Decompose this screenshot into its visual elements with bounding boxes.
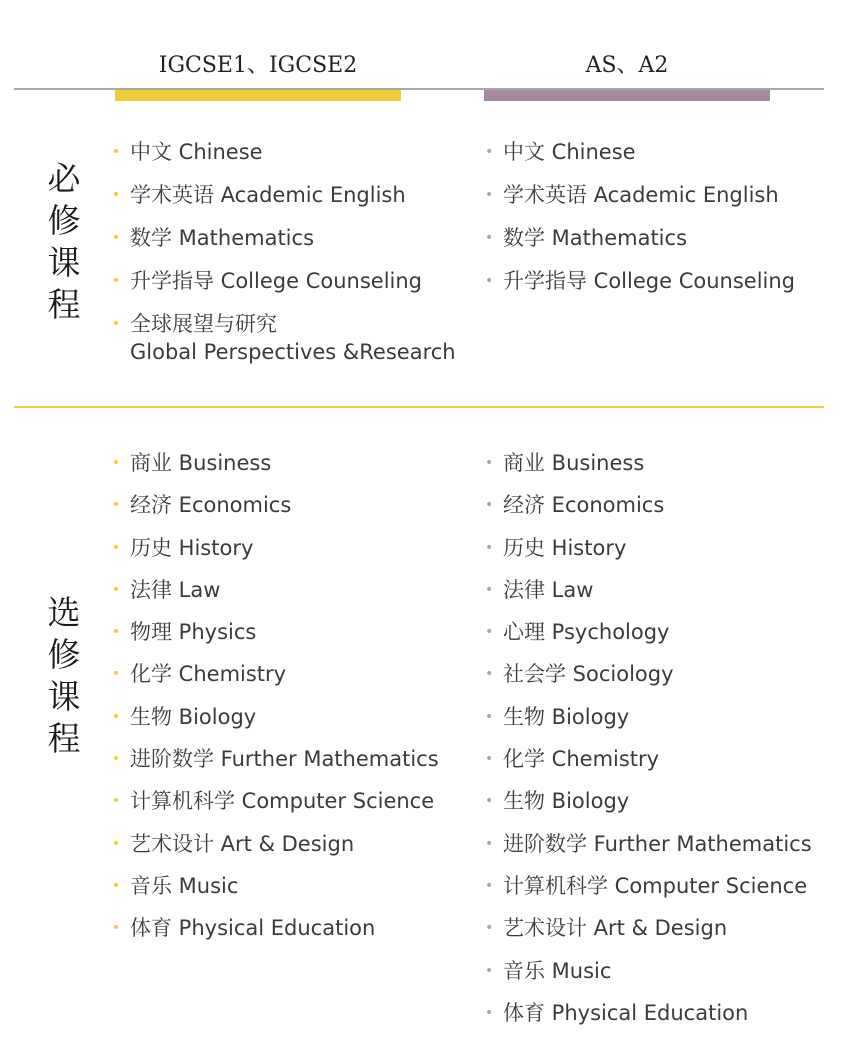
course-item <box>483 957 812 999</box>
course-name: 学术英语 Academic English <box>503 183 779 207</box>
course-item <box>110 787 439 829</box>
bullet-icon: • <box>485 497 494 514</box>
label-char: 选 <box>47 593 81 632</box>
bullet-icon: • <box>112 877 121 894</box>
elective-courses-label <box>44 592 84 760</box>
course-name: 中文 Chinese <box>503 140 636 164</box>
required-courses-label <box>44 158 84 326</box>
course-item <box>110 872 439 914</box>
course-name: 学术英语 Academic English <box>130 183 406 207</box>
course-name: 计算机科学 Computer Science <box>503 873 808 898</box>
course-item <box>483 872 812 914</box>
label-char: 程 <box>47 719 81 758</box>
course-item <box>110 267 456 310</box>
label-char: 课 <box>47 243 81 282</box>
course-name: 体育 Physical Education <box>503 1000 749 1025</box>
course-name: 生物 Biology <box>503 704 630 729</box>
bullet-icon: • <box>112 835 121 852</box>
course-item <box>483 618 812 660</box>
course-item <box>110 660 439 702</box>
bullet-icon: • <box>112 455 121 471</box>
course-item <box>483 138 795 181</box>
bullet-icon: • <box>485 539 494 556</box>
course-item <box>483 914 812 956</box>
bullet-icon: • <box>112 230 121 246</box>
course-name: 中文 Chinese <box>130 140 263 164</box>
bullet-icon: • <box>112 497 121 514</box>
course-item <box>483 787 812 829</box>
course-name: 商业 Business <box>503 451 645 475</box>
label-char: 必 <box>47 159 81 198</box>
course-item <box>110 576 439 618</box>
course-name: 历史 History <box>503 535 627 560</box>
course-item <box>483 534 812 576</box>
bullet-icon: • <box>485 835 494 852</box>
course-name: 数学 Mathematics <box>503 226 688 250</box>
igcse-accent-bar <box>115 90 401 101</box>
course-item <box>110 181 456 224</box>
bullet-icon: • <box>112 144 121 160</box>
bullet-icon: • <box>485 1004 494 1021</box>
course-item <box>110 138 456 181</box>
course-item <box>110 703 439 745</box>
label-char: 修 <box>47 635 81 674</box>
course-name: 全球展望与研究 Global Perspectives &Research <box>130 312 456 364</box>
course-name: 升学指导 College Counseling <box>130 269 423 293</box>
course-item <box>483 703 812 745</box>
course-name: 物理 Physics <box>130 620 257 645</box>
course-item <box>110 914 439 956</box>
course-name: 生物 Biology <box>503 789 630 814</box>
bullet-icon: • <box>112 751 121 768</box>
course-name: 经济 Economics <box>503 493 665 518</box>
course-name: 音乐 Music <box>130 873 239 898</box>
bullet-icon: • <box>112 708 121 725</box>
course-item <box>110 310 456 364</box>
label-char: 程 <box>47 285 81 324</box>
course-name: 音乐 Music <box>503 958 612 983</box>
course-item <box>483 449 812 491</box>
bullet-icon: • <box>485 751 494 768</box>
bullet-icon: • <box>112 793 121 810</box>
bullet-icon: • <box>485 666 494 683</box>
bullet-icon: • <box>485 144 494 160</box>
course-item <box>483 660 812 702</box>
label-char: 修 <box>47 201 81 240</box>
bullet-icon: • <box>485 962 494 979</box>
course-item <box>483 181 795 224</box>
bullet-icon: • <box>112 920 121 937</box>
as-a2-accent-bar <box>484 90 770 101</box>
bullet-icon: • <box>485 230 494 246</box>
bullet-icon: • <box>485 455 494 471</box>
course-item <box>110 534 439 576</box>
bullet-icon: • <box>485 187 494 203</box>
elective-as-a2-list <box>483 449 812 1041</box>
course-name: 商业 Business <box>130 451 272 475</box>
column-header-igcse: IGCSE1、IGCSE2 <box>158 53 358 78</box>
course-item <box>483 745 812 787</box>
course-name: 计算机科学 Computer Science <box>130 789 435 814</box>
course-name: 社会学 Sociology <box>503 662 674 687</box>
bullet-icon: • <box>485 877 494 894</box>
course-item <box>483 491 812 533</box>
course-item <box>110 449 439 491</box>
bullet-icon: • <box>112 316 121 332</box>
bullet-icon: • <box>112 187 121 203</box>
course-name: 进阶数学 Further Mathematics <box>503 831 812 856</box>
course-item <box>483 267 795 310</box>
course-name: 经济 Economics <box>130 493 292 518</box>
course-name: 心理 Psychology <box>503 620 670 645</box>
course-item <box>483 830 812 872</box>
course-name: 化学 Chemistry <box>130 662 287 687</box>
section-divider <box>14 406 824 408</box>
bullet-icon: • <box>112 581 121 598</box>
required-as-a2-list <box>483 138 795 310</box>
bullet-icon: • <box>485 793 494 810</box>
course-name: 升学指导 College Counseling <box>503 269 796 293</box>
bullet-icon: • <box>112 539 121 556</box>
bullet-icon: • <box>485 581 494 598</box>
course-name: 法律 Law <box>130 577 221 602</box>
course-item <box>483 576 812 618</box>
course-name: 体育 Physical Education <box>130 916 376 941</box>
course-name: 历史 History <box>130 535 254 560</box>
bullet-icon: • <box>112 666 121 683</box>
bullet-icon: • <box>485 920 494 937</box>
course-item <box>110 491 439 533</box>
bullet-icon: • <box>112 273 121 289</box>
course-name: 数学 Mathematics <box>130 226 315 250</box>
bullet-icon: • <box>485 708 494 725</box>
course-item <box>110 745 439 787</box>
column-header-as-a2: AS、A2 <box>585 53 669 78</box>
course-name: 法律 Law <box>503 577 594 602</box>
course-item <box>110 224 456 267</box>
course-item <box>110 830 439 872</box>
required-igcse-list <box>110 138 456 364</box>
bullet-icon: • <box>485 624 494 641</box>
course-name: 生物 Biology <box>130 704 257 729</box>
label-char: 课 <box>47 677 81 716</box>
course-name: 进阶数学 Further Mathematics <box>130 747 439 772</box>
course-item <box>483 224 795 267</box>
course-name: 化学 Chemistry <box>503 747 660 772</box>
course-name: 艺术设计 Art & Design <box>503 916 728 941</box>
bullet-icon: • <box>485 273 494 289</box>
course-item <box>483 999 812 1041</box>
elective-igcse-list <box>110 449 439 957</box>
course-name: 艺术设计 Art & Design <box>130 831 355 856</box>
bullet-icon: • <box>112 624 121 641</box>
course-item <box>110 618 439 660</box>
